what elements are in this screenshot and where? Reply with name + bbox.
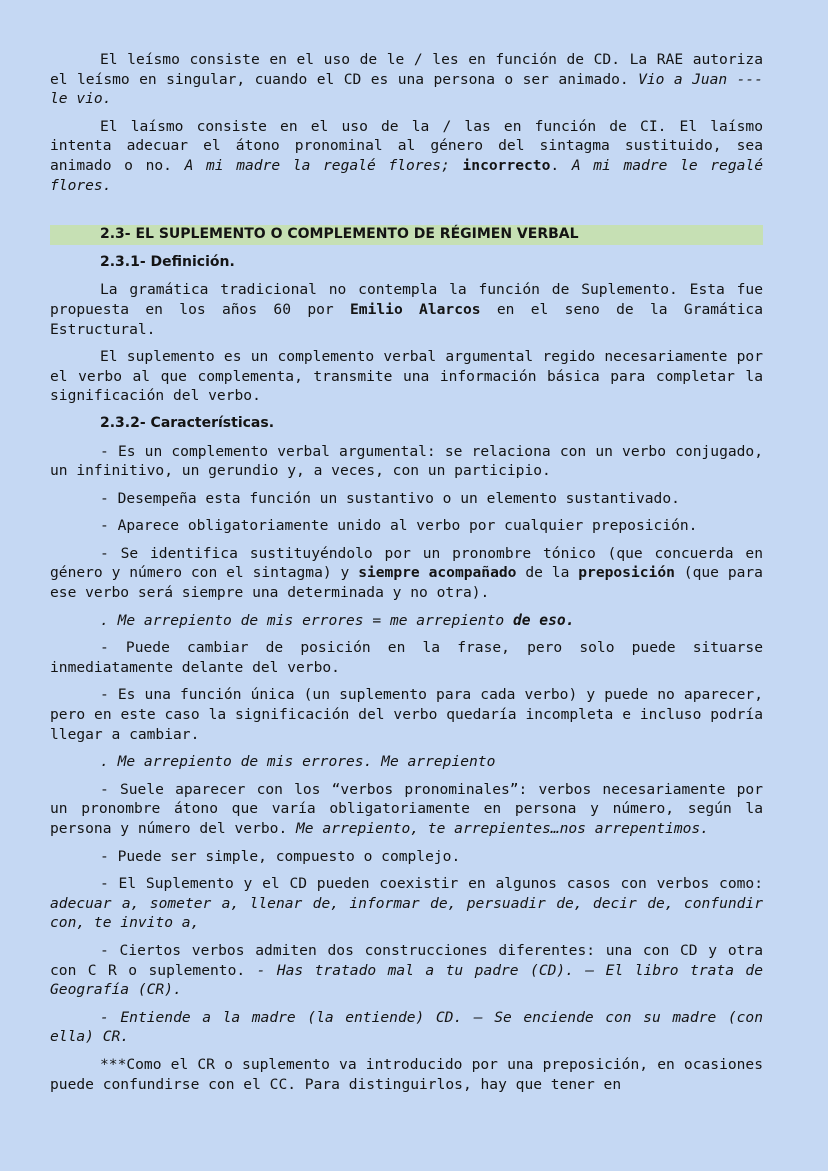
list-item: - Puede cambiar de posición en la frase, pero solo puede situarse inmediatamente delante del verbo. (50, 639, 763, 676)
list-item: - Puede ser simple, compuesto o complejo. (100, 847, 461, 865)
paragraph-leismo: El leísmo consiste en el uso de le / les en función de CD. La RAE autoriza el leísmo en singular, cuando el CD es una persona o ser animado. Vio a Juan --- le vio. (50, 51, 763, 108)
paragraph-note: ***Como el CR o suplemento va introducido por una preposición, en ocasiones puede confundirse con el CC. Para distinguirlos, hay que tener en (50, 1055, 763, 1093)
paragraph-definicion-1: La gramática tradicional no contempla la función de Suplemento. Esta fue propuesta en los años 60 por Emilio Alarcos en el seno de la Gramática Estructural. (50, 281, 763, 338)
list-item: - Ciertos verbos admiten dos construcciones diferentes: una con CD y otra con C R o suplemento. - Has tratado mal a tu padre (CD). – El libro trata de Geografía (CR). (50, 941, 763, 999)
example-line: - Entiende a la madre (la entiende) CD. – Se enciende con su madre (con ella) CR. (50, 1008, 763, 1046)
subsection-heading-definicion: 2.3.1- Definición. (100, 253, 235, 270)
section-heading: 2.3- EL SUPLEMENTO O COMPLEMENTO DE RÉGIMEN VERBAL (50, 225, 763, 245)
spacer (50, 203, 763, 225)
example-line: . Me arrepiento de mis errores. Me arrepiento (100, 753, 496, 771)
subsection-heading-caracteristicas: 2.3.2- Características. (100, 414, 275, 431)
list-item: - Es un complemento verbal argumental: se relaciona con un verbo conjugado, un infinitivo, un gerundio y, a veces, con un participio. (50, 442, 763, 480)
page-content (50, 50, 763, 1102)
paragraph-definicion-2: El suplemento es un complemento verbal argumental regido necesariamente por el verbo al que complementa, transmite una información básica para completar la significación del verbo. (50, 348, 763, 405)
list-item: - Es una función única (un suplemento para cada verbo) y puede no aparecer, pero en este caso la significación del verbo quedaría incompleta e incluso podría llegar a cambiar. (50, 686, 763, 743)
list-item: - Desempeña esta función un sustantivo o un elemento sustantivado. (100, 489, 680, 507)
example-line: . Me arrepiento de mis errores = me arrepiento de eso. (100, 611, 575, 629)
list-item: - Se identifica sustituyéndolo por un pronombre tónico (que concuerda en género y número con el sintagma) y siempre acompañado de la preposición (que para ese verbo será siempre una determinada y no otra). (50, 544, 763, 602)
list-item: - El Suplemento y el CD pueden coexistir en algunos casos con verbos como: adecuar a, someter a, llenar de, informar de, persuadir de, decir de, confundir con, te invito a, (50, 875, 763, 932)
paragraph-laismo: El laísmo consiste en el uso de la / las en función de CI. El laísmo intenta adecuar el átono pronominal al género del sintagma sustituido, sea animado o no. A mi madre la regalé flores; incorrecto. A mi madre le regalé flores. (50, 117, 763, 194)
list-item: - Suele aparecer con los “verbos pronominales”: verbos necesariamente por un pronombre átono que varía obligatoriamente en persona y número, según la persona y número del verbo. Me arrepiento, te arrepientes…nos arrepentimos. (50, 780, 763, 837)
list-item: - Aparece obligatoriamente unido al verbo por cualquier preposición. (100, 517, 698, 535)
